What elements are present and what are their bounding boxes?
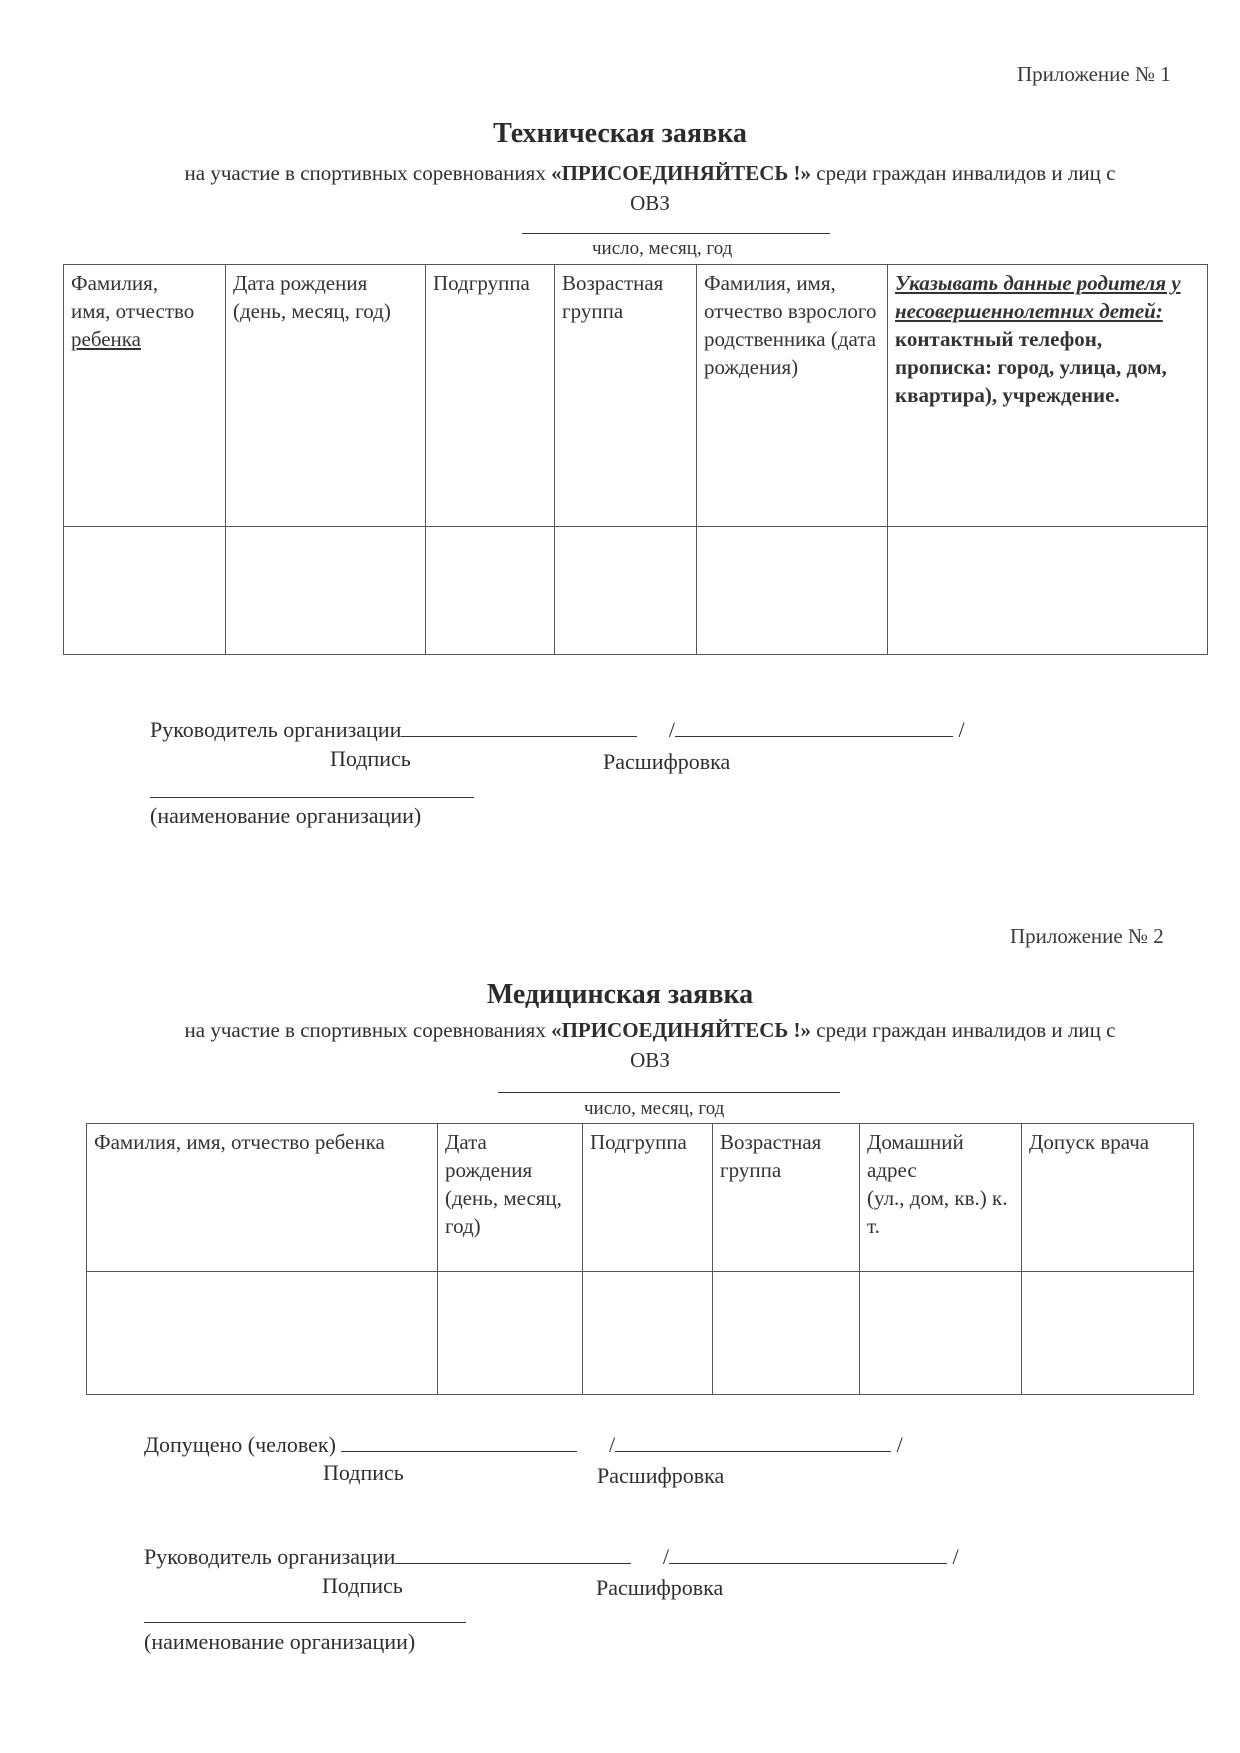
- header-text: (ул., дом, кв.) к. т.: [867, 1186, 1008, 1238]
- header-home-address: [860, 1124, 1022, 1272]
- header-text: Домашний адрес: [867, 1130, 964, 1182]
- table-row: [87, 1272, 1194, 1395]
- technical-application-table: [63, 264, 1208, 655]
- technical-application-title: Техническая заявка: [493, 118, 747, 149]
- head-signature-row: Руководитель организации / /: [144, 1544, 959, 1569]
- subtitle-text: на участие в спортивных соревнованиях: [184, 1018, 552, 1042]
- decoding-line[interactable]: [675, 718, 953, 737]
- header-age-group: Возрастная группа: [713, 1124, 860, 1272]
- signature-line[interactable]: [395, 1545, 631, 1564]
- cell-birth-date[interactable]: [226, 527, 426, 655]
- cell-age-group[interactable]: [555, 527, 697, 655]
- org-name-line[interactable]: [150, 797, 474, 798]
- technical-application-subtitle: [100, 158, 1200, 218]
- header-birth-date: Дата рождения (день, месяц, год): [226, 265, 426, 527]
- admitted-label: Допущено (человек): [144, 1432, 336, 1457]
- contacts-hint: контактный телефон, прописка: город, улица, дом, квартира), учреждение.: [895, 327, 1167, 407]
- header-parent-contacts: [888, 265, 1208, 527]
- header-adult-relative: Фамилия, имя, отчество взрослого родственника (дата рождения): [697, 265, 888, 527]
- medical-application-title: Медицинская заявка: [486, 979, 754, 1010]
- header-child-name: [64, 265, 226, 527]
- header-child-name: Фамилия, имя, отчество ребенка: [87, 1124, 438, 1272]
- date-line: [522, 233, 830, 234]
- header-subgroup: Подгруппа: [583, 1124, 713, 1272]
- org-name-line[interactable]: [144, 1622, 466, 1623]
- signature-caption: Подпись: [322, 1573, 403, 1598]
- cell-subgroup[interactable]: [426, 527, 555, 655]
- header-text: Фамилия,: [71, 271, 159, 295]
- header-birth-date: Дата рождения (день, месяц, год): [438, 1124, 583, 1272]
- head-label: Руководитель организации: [150, 717, 402, 742]
- date-caption: число, месяц, год: [592, 238, 733, 259]
- signature-line[interactable]: [401, 718, 637, 737]
- decoding-line[interactable]: [669, 1545, 947, 1564]
- decoding-caption: Расшифровка: [596, 1575, 724, 1600]
- header-subgroup: Подгруппа: [426, 265, 555, 527]
- signature-line[interactable]: [341, 1433, 577, 1452]
- header-age-group: Возрастная группа: [555, 265, 697, 527]
- header-text: ребенка: [71, 327, 141, 351]
- date-line: [498, 1092, 840, 1093]
- head-signature-row: Руководитель организации / /: [150, 717, 965, 742]
- cell-parent-contacts[interactable]: [888, 527, 1208, 655]
- cell-doctor-approval[interactable]: [1022, 1272, 1194, 1395]
- appendix-2-label: Приложение № 2: [1010, 924, 1164, 948]
- table-row: [64, 527, 1208, 655]
- subtitle-text: на участие в спортивных соревнованиях: [184, 161, 552, 185]
- subtitle-text-end: среди граждан инвалидов и лиц с: [811, 161, 1116, 185]
- org-name-caption: (наименование организации): [150, 803, 422, 828]
- appendix-1-label: Приложение № 1: [1017, 62, 1171, 86]
- medical-application-table: [86, 1123, 1194, 1395]
- cell-adult-relative[interactable]: [697, 527, 888, 655]
- header-doctor-approval: Допуск врача: [1022, 1124, 1194, 1272]
- subtitle-line2: ОВЗ: [630, 191, 670, 215]
- date-caption: число, месяц, год: [584, 1098, 725, 1119]
- medical-application-subtitle: [100, 1015, 1200, 1075]
- header-text: имя, отчество: [71, 299, 195, 323]
- signature-caption: Подпись: [330, 746, 411, 771]
- cell-age-group[interactable]: [713, 1272, 860, 1395]
- event-name: «ПРИСОЕДИНЯЙТЕСЬ !»: [551, 161, 811, 185]
- head-label: Руководитель организации: [144, 1544, 396, 1569]
- cell-subgroup[interactable]: [583, 1272, 713, 1395]
- org-name-caption: (наименование организации): [144, 1629, 416, 1654]
- admitted-signature-row: Допущено (человек) / /: [144, 1432, 903, 1457]
- cell-child-name[interactable]: [64, 527, 226, 655]
- event-name: «ПРИСОЕДИНЯЙТЕСЬ !»: [551, 1018, 811, 1042]
- decoding-line[interactable]: [615, 1433, 891, 1452]
- subtitle-text-end: среди граждан инвалидов и лиц с: [811, 1018, 1116, 1042]
- decoding-caption: Расшифровка: [603, 749, 731, 774]
- table-header-row: [64, 265, 1208, 527]
- signature-caption: Подпись: [323, 1460, 404, 1485]
- cell-child-name[interactable]: [87, 1272, 438, 1395]
- table-header-row: [87, 1124, 1194, 1272]
- parent-hint: Указывать данные родителя у несовершеннолетних детей:: [895, 271, 1181, 323]
- cell-home-address[interactable]: [860, 1272, 1022, 1395]
- cell-birth-date[interactable]: [438, 1272, 583, 1395]
- subtitle-line2: ОВЗ: [630, 1048, 670, 1072]
- decoding-caption: Расшифровка: [597, 1463, 725, 1488]
